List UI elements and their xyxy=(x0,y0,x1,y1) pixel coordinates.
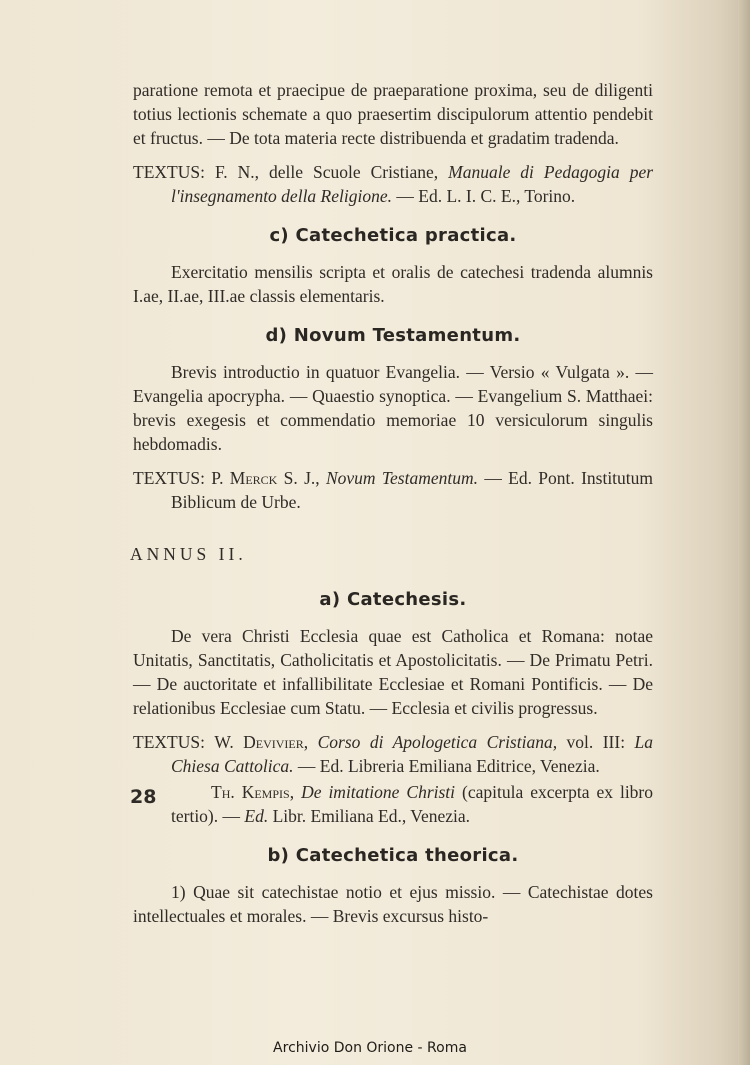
textus-vol: vol. III: xyxy=(566,732,626,752)
novum-testamentum-text: Brevis introductio in quatuor Evangelia. — Versio « Vulgata ». — Evangelia apocrypha. — Quaestio synoptica. — Evangelium S. Matthaei: brevis exegesis et commendatio memoriae 10 versiculorum singulis hebdomadis. xyxy=(133,362,653,454)
heading-catechetica-theorica: b) Catechetica theorica. xyxy=(267,845,519,866)
textus-author: W. Devivier, xyxy=(214,732,309,752)
textus2-title: De imitatione Christi xyxy=(301,782,456,802)
textus-ed: — Ed. Libreria Emiliana Editrice, Venezia. xyxy=(297,756,600,776)
textus-author: P. Merck S. J., xyxy=(211,468,320,488)
textus-novum xyxy=(133,466,653,514)
textus-title: Novum Testamentum. xyxy=(325,468,478,488)
textus-ed: — Ed. Pont. Institutum Biblicum de Urbe. xyxy=(171,468,654,512)
page-content xyxy=(130,78,654,928)
textus-author: F. N., delle Scuole Cristiane, xyxy=(214,162,439,182)
annus-heading: ANNUS II. xyxy=(130,544,247,564)
textus-catechesis xyxy=(133,730,653,778)
textus-ed: — Ed. L. I. C. E., Torino. xyxy=(396,186,576,206)
heading-catechetica-practica: c) Catechetica practica. xyxy=(269,225,517,246)
page-edge xyxy=(738,0,750,1065)
archive-footer: Archivio Don Orione - Roma xyxy=(273,1040,467,1056)
textus-intro xyxy=(133,160,653,208)
intro-paragraph: paratione remota et praecipue de praeparatione proxima, seu de diligenti totius lectionis schemate a quo praesertim discipulorum attentio pendebit et fructus. — De tota materia recte distribuenda et gradatim tradenda. xyxy=(133,80,653,148)
textus2-ed: Ed. xyxy=(244,806,269,826)
catechetica-practica-text: Exercitatio mensilis scripta et oralis de catechesi tradenda alumnis I.ae, II.ae, III.ae classis elementaris. xyxy=(133,262,653,306)
textus2-pub: Libr. Emiliana Ed., Venezia. xyxy=(272,806,471,826)
textus-label: TEXTUS: xyxy=(133,468,205,488)
textus-label: TEXTUS: xyxy=(133,732,205,752)
textus2-rest: (capitula excerpta ex libro tertio). — xyxy=(171,782,654,826)
heading-catechesis: a) Catechesis. xyxy=(319,589,467,610)
textus-kempis xyxy=(133,780,653,828)
textus-vol-title: La Chiesa Cattolica. xyxy=(171,732,654,776)
heading-novum-testamentum: d) Novum Testamentum. xyxy=(265,325,521,346)
catechetica-theorica-text: 1) Quae sit catechistae notio et ejus missio. — Catechistae dotes intellectuales et morales. — Brevis excursus histo- xyxy=(133,882,653,926)
textus-label: TEXTUS: xyxy=(133,162,205,182)
textus-title: Manuale di Pedagogia per l'insegnamento della Religione. xyxy=(171,162,654,206)
textus2-author: Th. Kempis, xyxy=(211,782,295,802)
catechesis-text: De vera Christi Ecclesia quae est Catholica et Romana: notae Unitatis, Sanctitatis, Catholicitatis et Apostolicitatis. — De Primatu Petri. — De auctoritate et infallibilitate Ecclesiae et Romani Pontificis. — De relationibus Ecclesiae cum Statu. — Ecclesia et civilis progressus. xyxy=(133,626,653,718)
page-number: 28 xyxy=(130,786,157,808)
textus-title: Corso di Apologetica Cristiana, xyxy=(317,732,558,752)
